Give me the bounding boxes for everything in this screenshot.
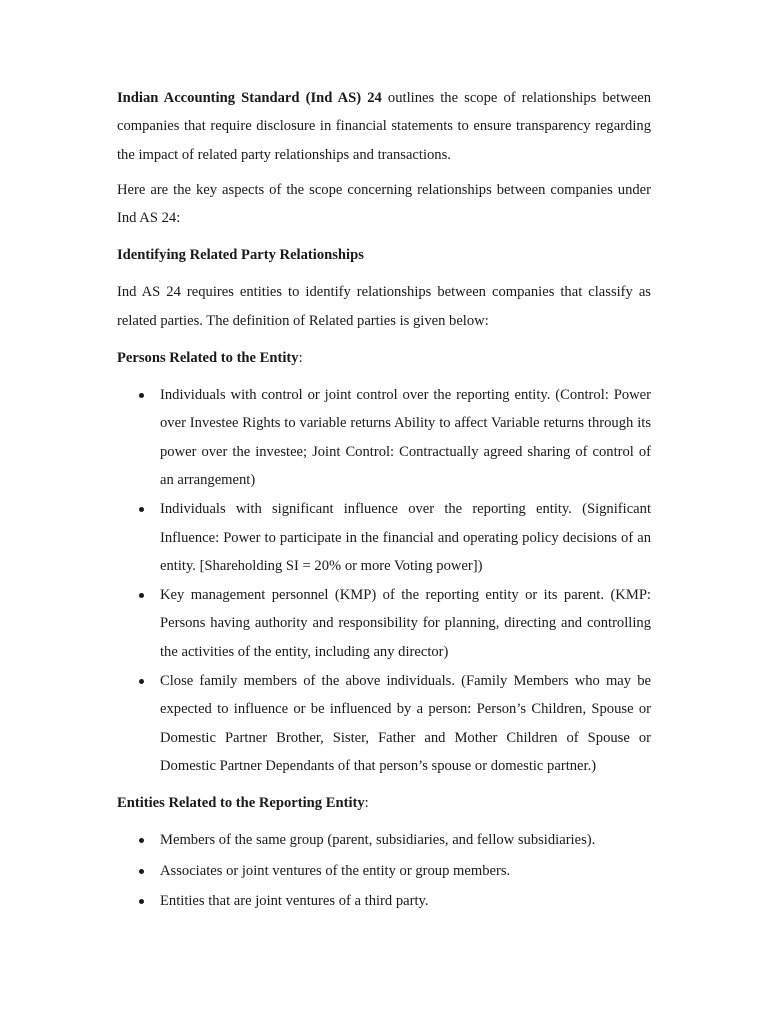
section-heading-persons	[117, 344, 651, 372]
list-item-text: Individuals with significant influence over the reporting entity. (Significant Influence: Power to participate in the financial and operating policy decisions of an entity. [Shareholding SI = 20% or more Voting power])	[160, 501, 651, 574]
list-item	[117, 667, 651, 780]
bullet-icon	[139, 838, 144, 843]
bullet-icon	[139, 507, 144, 512]
persons-heading-text: Persons Related to the Entity	[117, 350, 299, 367]
persons-list	[117, 381, 651, 780]
list-item-text: Close family members of the above individuals. (Family Members who may be expected to influence or be influenced by a person: Person’s Children, Spouse or Domestic Partner Brother, Sister, Father and Mother Children of Spouse or Domestic Partner Dependants of that person’s spouse or domestic partner.)	[160, 673, 651, 774]
identifying-paragraph: Ind AS 24 requires entities to identify relationships between companies that classify as related parties. The definition of Related parties is given below:	[117, 284, 651, 329]
list-item-text: Associates or joint ventures of the entity or group members.	[160, 862, 511, 879]
bullet-icon	[139, 393, 144, 398]
list-item	[117, 581, 651, 666]
section-heading-entities	[117, 789, 651, 817]
intro-term: Indian Accounting Standard (Ind AS) 24	[117, 90, 382, 106]
entities-heading-text: Entities Related to the Reporting Entity	[117, 795, 365, 812]
bullet-icon	[139, 899, 144, 904]
intro-paragraph	[117, 84, 651, 169]
document-page	[117, 84, 651, 926]
bullet-icon	[139, 869, 144, 874]
list-item-text: Key management personnel (KMP) of the reporting entity or its parent. (KMP: Persons having authority and responsibility for planning, directing and controlling the activities of the entity, including any director)	[160, 587, 651, 660]
intro-text: outlines the scope of relationships between companies that require disclosure in financial statements to ensure transparency regarding the impact of related party relationships and transactions.	[117, 90, 651, 163]
entities-list	[117, 826, 651, 917]
list-item	[117, 495, 651, 580]
list-item-text: Members of the same group (parent, subsidiaries, and fellow subsidiaries).	[160, 832, 596, 849]
list-item-text: Individuals with control or joint control over the reporting entity. (Control: Power over Investee Rights to variable returns Ability to affect Variable returns through its power over the investee; Joint Control: Contractually agreed sharing of control of an arrangement)	[160, 387, 651, 488]
list-item	[117, 826, 651, 856]
key-aspects-paragraph: Here are the key aspects of the scope concerning relationships between companies under Ind AS 24:	[117, 181, 651, 227]
bullet-icon	[139, 593, 144, 598]
list-item-text: Entities that are joint ventures of a third party.	[160, 893, 429, 910]
entities-heading-colon: :	[364, 795, 369, 812]
list-item	[117, 887, 651, 917]
list-item	[117, 381, 651, 494]
list-item	[117, 857, 651, 887]
persons-heading-colon: :	[298, 350, 303, 367]
section-heading-identifying: Identifying Related Party Relationships	[117, 247, 364, 264]
bullet-icon	[139, 679, 144, 684]
